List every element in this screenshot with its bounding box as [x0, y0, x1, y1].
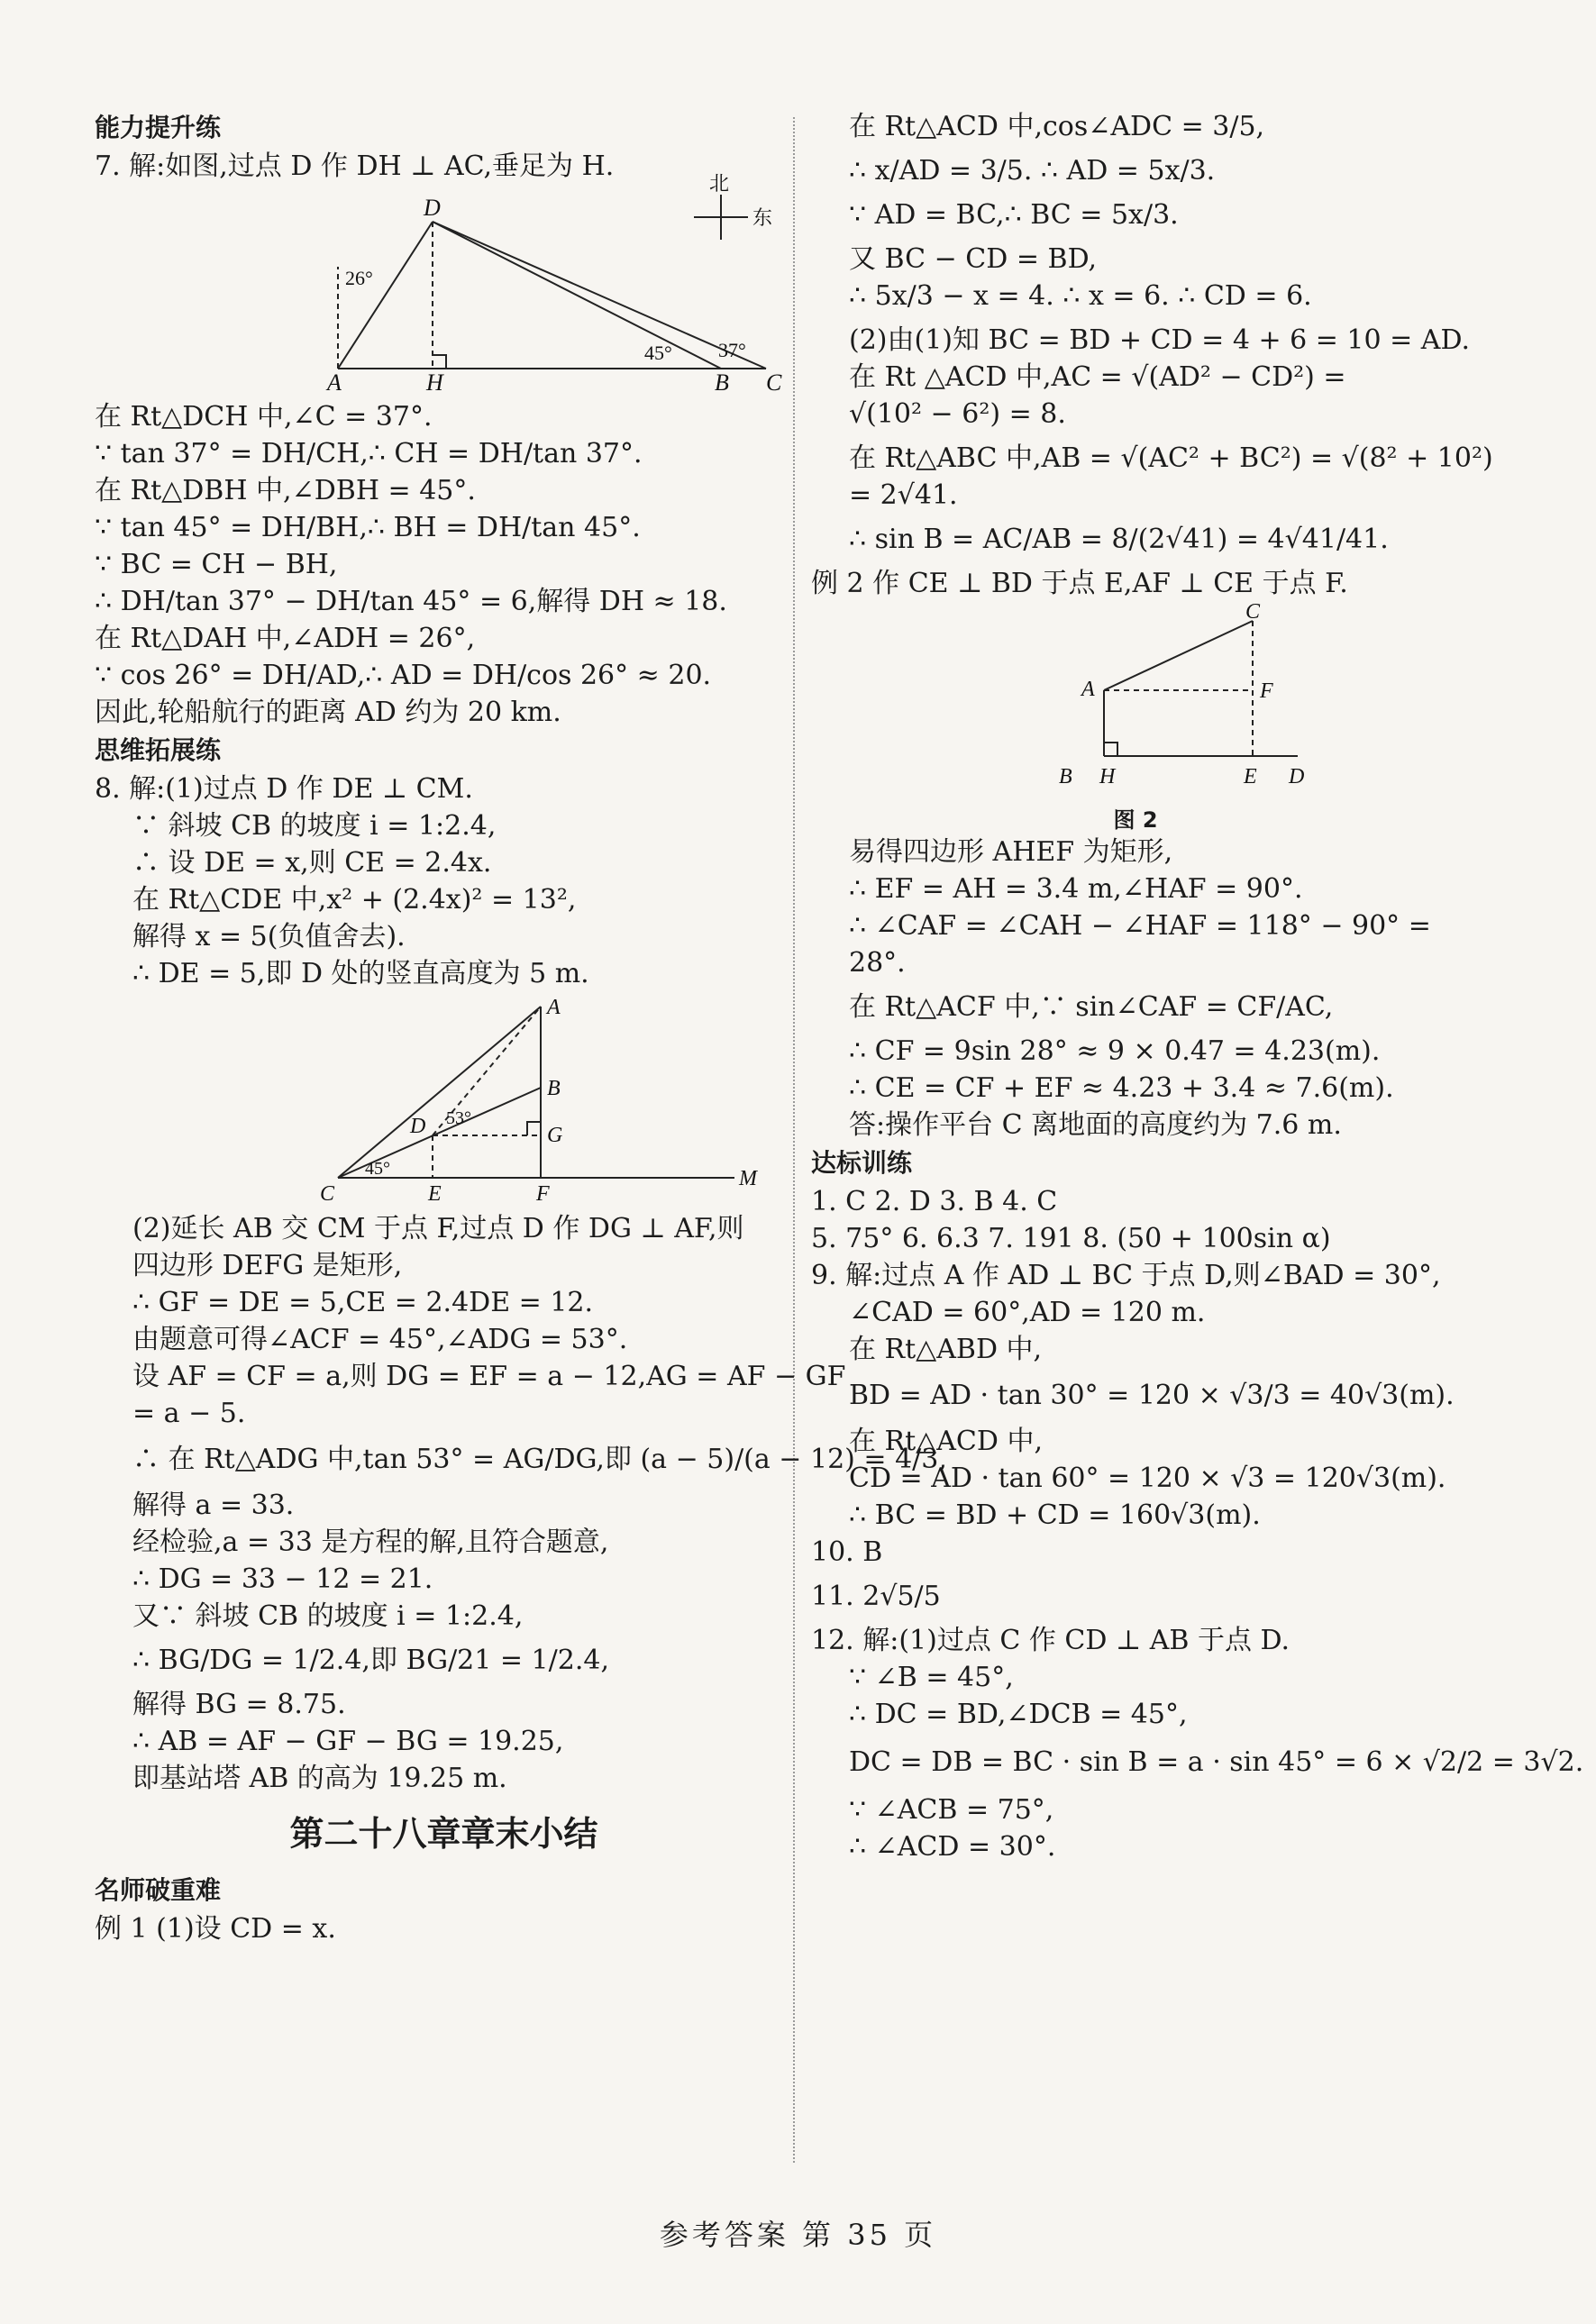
answer-7-line: 因此,轮船航行的距离 AD 约为 20 km.: [95, 697, 561, 728]
answer-8-line: 设 AF = CF = a,则 DG = EF = a − 12,AG = AF − GF: [132, 1361, 846, 1392]
example-1-line: ∴ x/AD = 3/5. ∴ AD = 5x/3.: [849, 155, 1216, 187]
example-2-line: ∴ CE = CF + EF ≈ 4.23 + 3.4 ≈ 7.6(m).: [849, 1072, 1394, 1104]
answer-7-line: 在 Rt△DAH 中,∠ADH = 26°,: [95, 623, 476, 654]
answer-8-line: ∴ DE = 5,即 D 处的竖直高度为 5 m.: [132, 958, 589, 989]
fig2-label-C: C: [320, 1182, 335, 1206]
answer-8-line: ∴ DG = 33 − 12 = 21.: [132, 1563, 433, 1595]
example-1-line: 又 BC − CD = BD,: [849, 243, 1098, 275]
fig2-label-M: M: [739, 1167, 757, 1190]
fig2-angle-45: 45°: [365, 1159, 390, 1179]
example-1-line: ∴ 5x/3 − x = 4. ∴ x = 6. ∴ CD = 6.: [849, 280, 1312, 312]
answer-8-line: 解得 x = 5(负值舍去).: [132, 921, 406, 952]
section-heading-standard: 达标训练: [811, 1148, 913, 1178]
answer-8-line: = a − 5.: [132, 1398, 246, 1429]
fig1-label-B: B: [715, 369, 729, 396]
answer-8-line: ∴ 设 DE = x,则 CE = 2.4x.: [132, 847, 492, 879]
answer-9-line: ∠CAD = 60°,AD = 120 m.: [849, 1297, 1206, 1328]
fig1-north: 北: [709, 172, 730, 195]
answer-7-line: ∵ tan 45° = DH/BH,∴ BH = DH/tan 45°.: [95, 512, 641, 543]
fig1-label-A: A: [327, 369, 342, 396]
answer-9-line: CD = AD · tan 60° = 120 × √3 = 120√3(m).: [849, 1463, 1446, 1494]
fig2-label-F: F: [536, 1182, 550, 1206]
example-1-line: 在 Rt△ACD 中,cos∠ADC = 3/5,: [849, 111, 1265, 142]
fig3-label-B: B: [1059, 765, 1072, 788]
answer-line: 1. C 2. D 3. B 4. C: [811, 1186, 1058, 1217]
answer-line: 5. 75° 6. 6.3 7. 191 8. (50 + 100sin α): [811, 1223, 1331, 1254]
example-1-line: 例 1 (1)设 CD = x.: [95, 1913, 336, 1945]
fig1-label-C: C: [766, 369, 782, 396]
figure-caption: 图 2: [1113, 807, 1158, 833]
fig2-label-D: D: [410, 1115, 426, 1138]
chapter-title: 第二十八章章末小结: [289, 1814, 598, 1854]
fig2-angle-53: 53°: [446, 1108, 471, 1128]
example-2-line: 答:操作平台 C 离地面的高度约为 7.6 m.: [849, 1109, 1342, 1141]
example-1-line: √(10² − 6²) = 8.: [849, 398, 1066, 430]
fig3-label-C: C: [1245, 600, 1261, 624]
answer-12-line: ∴ ∠ACD = 30°.: [849, 1831, 1056, 1863]
fig3-label-E: E: [1244, 765, 1257, 788]
answer-8-line: 又∵ 斜坡 CB 的坡度 i = 1:2.4,: [132, 1600, 524, 1632]
answer-9-line: 在 Rt△ABD 中,: [849, 1334, 1043, 1365]
answer-8-line: ∴ AB = AF − GF − BG = 19.25,: [132, 1726, 564, 1757]
section-heading-thinking: 思维拓展练: [95, 735, 222, 765]
answer-8-line: 经检验,a = 33 是方程的解,且符合题意,: [132, 1527, 609, 1558]
answer-7-line: 在 Rt△DBH 中,∠DBH = 45°.: [95, 475, 476, 506]
fig1-label-D: D: [424, 195, 441, 221]
answer-12-line: ∵ ∠ACB = 75°,: [849, 1794, 1054, 1826]
answer-line: 10. B: [811, 1536, 883, 1568]
answer-8-line: ∴ GF = DE = 5,CE = 2.4DE = 12.: [132, 1287, 594, 1318]
figure-slope-tower: [311, 998, 780, 1205]
page-footer: 参考答案 第 35 页: [659, 2218, 937, 2252]
answer-7-line: ∵ cos 26° = DH/AD,∴ AD = DH/cos 26° ≈ 20.: [95, 660, 712, 691]
figure-ship-route: [302, 172, 807, 396]
answer-9-line: ∴ BC = BD + CD = 160√3(m).: [849, 1499, 1261, 1531]
section-heading-ability: 能力提升练: [95, 113, 222, 142]
example-1-line: ∴ sin B = AC/AB = 8/(2√41) = 4√41/41.: [849, 524, 1389, 555]
answer-8-line: 解得 BG = 8.75.: [132, 1689, 346, 1720]
answer-8-line: ∴ BG/DG = 1/2.4,即 BG/21 = 1/2.4,: [132, 1645, 609, 1676]
answer-9-line: BD = AD · tan 30° = 120 × √3/3 = 40√3(m).: [849, 1380, 1455, 1411]
fig2-label-G: G: [547, 1124, 563, 1147]
right-column: [811, 108, 1584, 1865]
answer-8-line: 解得 a = 33.: [132, 1490, 295, 1521]
answer-7-line: ∵ tan 37° = DH/CH,∴ CH = DH/tan 37°.: [95, 438, 643, 469]
example-1-line: 在 Rt△ABC 中,AB = √(AC² + BC²) = √(8² + 10²): [849, 442, 1493, 474]
example-2-line: ∴ CF = 9sin 28° ≈ 9 × 0.47 = 4.23(m).: [849, 1035, 1381, 1067]
fig2-label-A: A: [547, 996, 561, 1019]
answer-line: 11. 2√5/5: [811, 1581, 941, 1612]
fig1-east: 东: [752, 206, 773, 229]
answer-8-line: (2)延长 AB 交 CM 于点 F,过点 D 作 DG ⊥ AF,则: [132, 1213, 744, 1244]
answer-8-line: ∵ 斜坡 CB 的坡度 i = 1:2.4,: [132, 810, 497, 842]
example-1-line: (2)由(1)知 BC = BD + CD = 4 + 6 = 10 = AD.: [849, 324, 1470, 356]
fig1-angle-26: 26°: [345, 267, 373, 289]
example-2-line: 28°.: [849, 947, 906, 979]
answer-8-line: 在 Rt△CDE 中,x² + (2.4x)² = 13²,: [132, 884, 577, 916]
section-heading-teacher: 名师破重难: [95, 1875, 222, 1905]
example-2-line: 易得四边形 AHEF 为矩形,: [849, 836, 1173, 868]
answer-8-line: ∴ 在 Rt△ADG 中,tan 53° = AG/DG,即 (a − 5)/(a − 12) = 4/3,: [132, 1444, 947, 1475]
answer-7-line: ∴ DH/tan 37° − DH/tan 45° = 6,解得 DH ≈ 18.: [95, 586, 727, 617]
answer-8-line: 8. 解:(1)过点 D 作 DE ⊥ CM.: [95, 773, 473, 805]
example-1-line: ∵ AD = BC,∴ BC = 5x/3.: [849, 199, 1179, 231]
answer-8-line: 四边形 DEFG 是矩形,: [132, 1250, 403, 1281]
answer-7-line: 7. 解:如图,过点 D 作 DH ⊥ AC,垂足为 H.: [95, 150, 615, 182]
answer-7-line: 在 Rt△DCH 中,∠C = 37°.: [95, 401, 433, 433]
answer-12-line: DC = DB = BC · sin B = a · sin 45° = 6 × √2/2 = 3√2.: [849, 1746, 1584, 1778]
fig3-label-D: D: [1289, 765, 1305, 788]
answer-8-line: 即基站塔 AB 的高为 19.25 m.: [132, 1763, 507, 1794]
fig3-label-F: F: [1260, 679, 1273, 703]
example-1-line: 在 Rt △ACD 中,AC = √(AD² − CD²) =: [849, 361, 1346, 393]
answer-8-line: 由题意可得∠ACF = 45°,∠ADG = 53°.: [132, 1324, 628, 1355]
example-2-line: ∴ EF = AH = 3.4 m,∠HAF = 90°.: [849, 873, 1303, 905]
fig1-label-H: H: [426, 369, 443, 396]
figure-platform: [1054, 600, 1343, 797]
fig3-label-H: H: [1099, 765, 1116, 788]
fig1-angle-45: 45°: [644, 342, 672, 364]
answer-12-line: 12. 解:(1)过点 C 作 CD ⊥ AB 于点 D.: [811, 1625, 1290, 1656]
fig2-label-E: E: [428, 1182, 442, 1206]
answer-7-line: ∵ BC = CH − BH,: [95, 549, 338, 580]
example-2-line: 例 2 作 CE ⊥ BD 于点 E,AF ⊥ CE 于点 F.: [811, 568, 1348, 599]
fig2-label-B: B: [547, 1077, 561, 1100]
answer-9-line: 在 Rt△ACD 中,: [849, 1426, 1043, 1457]
answer-12-line: ∴ DC = BD,∠DCB = 45°,: [849, 1699, 1188, 1730]
example-2-line: ∴ ∠CAF = ∠CAH − ∠HAF = 118° − 90° =: [849, 910, 1431, 942]
answer-12-line: ∵ ∠B = 45°,: [849, 1662, 1014, 1693]
example-1-line: = 2√41.: [849, 479, 958, 511]
fig1-angle-37: 37°: [718, 339, 746, 361]
example-2-line: 在 Rt△ACF 中,∵ sin∠CAF = CF/AC,: [849, 991, 1334, 1023]
answer-9-line: 9. 解:过点 A 作 AD ⊥ BC 于点 D,则∠BAD = 30°,: [811, 1260, 1441, 1291]
fig3-label-A: A: [1081, 678, 1095, 701]
column-divider: [793, 117, 795, 2163]
